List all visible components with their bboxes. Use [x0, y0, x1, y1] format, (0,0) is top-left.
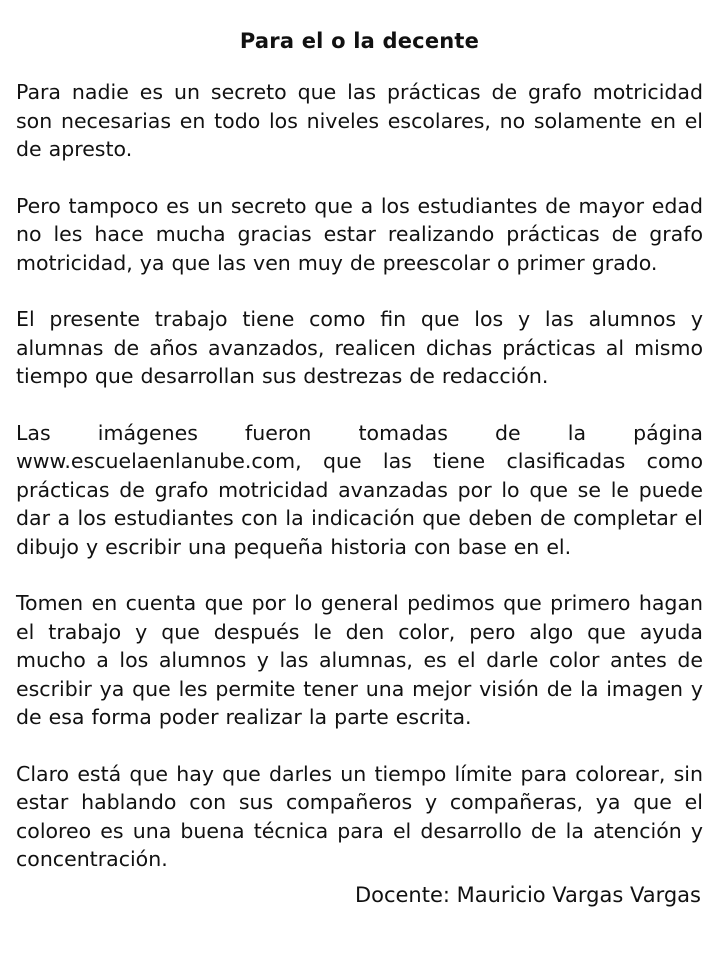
document-title: Para el o la decente — [239, 29, 480, 53]
paragraph-purpose: El presente trabajo tiene como fin que los y las alumnos y alumnas de años avanzados, realicen dichas prácticas al mismo tiempo que desarrollan sus destrezas de redacción. — [16, 307, 703, 388]
author-signature: Docente: Mauricio Vargas Vargas — [354, 882, 701, 907]
paragraph-older-students: Pero tampoco es un secreto que a los estudiantes de mayor edad no les hace mucha gracias estar realizando prácticas de grafo motricidad, ya que las ven muy de preescolar o primer grado. — [16, 193, 703, 275]
paragraph-coloring-advice: Tomen en cuenta que por lo general pedimos que primero hagan el trabajo y que después le den color, pero algo que ayuda mucho a los alumnos y las alumnas, es el darle color antes de escribir ya que les permite tener una mejor visión de la imagen y de esa forma poder realizar la parte escrita. — [16, 591, 703, 729]
paragraph-image-source: Las imágenes fueron tomadas de la página www.escuelaenlanube.com, que las tiene clasificadas como prácticas de grafo motricidad avanzadas por lo que se le puede dar a los estudiantes con la indicación que deben de completar el dibujo y escribir una pequeña historia con base en el. — [16, 420, 703, 559]
paragraph-time-limit: Claro está que hay que darles un tiempo límite para colorear, sin estar hablando con sus compañeros y compañeras, ya que el coloreo es una buena técnica para el desarrollo de la atención y concentración. — [16, 761, 703, 871]
paragraph-intro: Para nadie es un secreto que las prácticas de grafo motricidad son necesarias en todo los niveles escolares, no solamente en el de apresto. — [16, 80, 703, 161]
